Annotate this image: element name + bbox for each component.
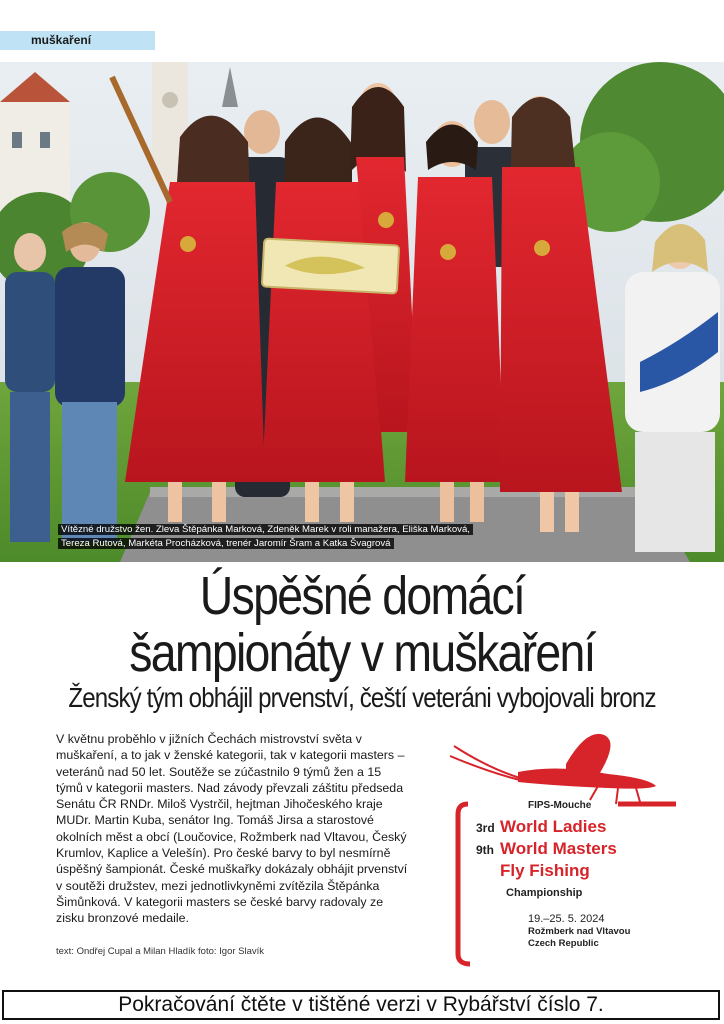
section-tag: muškaření xyxy=(0,31,155,50)
woman-4 xyxy=(405,121,505,522)
headline-line-1: Úspěšné domácí xyxy=(199,566,525,626)
championship-logo xyxy=(448,728,718,973)
logo-line2-text: World Masters xyxy=(500,839,617,858)
logo-org: FIPS-Mouche xyxy=(528,800,592,811)
headline-line-2: šampionáty v muškaření xyxy=(129,623,595,683)
logo-line1-text: World Ladies xyxy=(500,817,607,836)
subheadline: Ženský tým obhájil prvenství, čeští veteráni vybojovali bronz xyxy=(68,682,656,713)
logo-line4-text: Championship xyxy=(506,887,583,899)
logo-dates: 19.–25. 5. 2024 xyxy=(528,913,605,925)
logo-country: Czech Republic xyxy=(528,938,599,949)
photo-caption xyxy=(58,523,488,551)
logo-place: Rožmberk nad Vltavou xyxy=(528,926,631,937)
logo-line2-num: 9th xyxy=(476,843,494,857)
footer-continue-note: Pokračování čtěte v tištěné verzi v Rybářství číslo 7. xyxy=(2,990,720,1020)
logo-line3-text: Fly Fishing xyxy=(500,861,590,880)
mayfly-icon xyxy=(450,734,656,804)
caption-line-2: Tereza Rutová, Markéta Procházková, trenér Jaromír Šram a Katka Švagrová xyxy=(58,538,394,549)
logo-line1-num: 3rd xyxy=(476,821,495,835)
caption-line-1: Vítězné družstvo žen. Zleva Štěpánka Marková, Zdeněk Marek v roli manažera, Eliška Marková, xyxy=(58,524,473,535)
article-credit: text: Ondřej Cupal a Milan Hladík foto: Igor Slavík xyxy=(56,946,265,957)
article-body: V květnu proběhlo v jižních Čechách mistrovství světa v muškaření, a to jak v ženské kategorii, tak v kategorii masters – veteránů nad 50 let. Soutěže se zúčastnilo 9 týmů žen a 15 týmů v kategorii masters. Nad závody převzali záštitu předseda Senátu ČR RNDr. Miloš Vystrčil, hejtman Jihočeského kraje MUDr. Martin Kuba, senátor Ing. Tomáš Jirsa a starostové okolních měst a obcí (Loučovice, Rožmberk nad Vltavou, Český Krumlov, Kaplice a Velešín). Pro české barvy to byl nesmírně úspěšný šampionát. České muškařky dokázaly obhájit prvenství v soutěži družstev, mezi jednotlivkyněmi zvítězila Štěpánka Šimůnková. V kategorii masters se české barvy radovaly ze zisku bronzové medaile. xyxy=(56,732,408,926)
team-photo xyxy=(0,62,724,562)
